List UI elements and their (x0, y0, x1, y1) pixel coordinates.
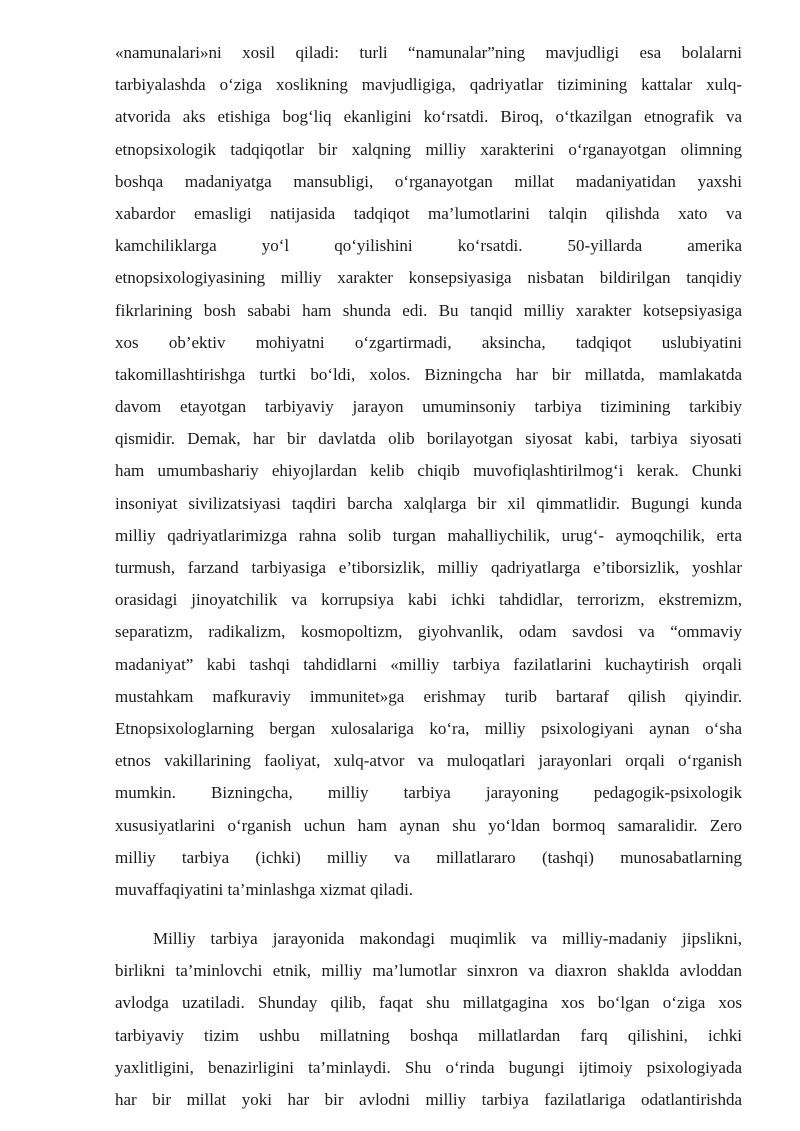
text-line: mumkin. Bizningcha, milliy tarbiya jarayoning pedagogik-psixologik (115, 783, 742, 803)
text-line: muvaffaqiyatini ta’minlashga xizmat qiladi. (115, 879, 414, 899)
text-line: birlikni ta’minlovchi etnik, milliy ma’lumotlar sinxron va diaxron shaklda avloddan (115, 961, 742, 981)
text-line: etnos vakillarining faoliyat, xulq-atvor va muloqatlari jarayonlari orqali o‘rganish (115, 751, 742, 771)
text-line: takomillashtirishga turtki bo‘ldi, xolos. Bizningcha har bir millatda, mamlakatda (115, 364, 742, 384)
text-line: qismidir. Demak, har bir davlatda olib borilayotgan siyosat kabi, tarbiya siyosati (115, 429, 742, 449)
text-line: boshqa madaniyatga mansubligi, o‘rganayotgan millat madaniyatidan yaxshi (115, 171, 742, 191)
text-line: har bir millat yoki har bir avlodni milliy tarbiya fazilatlariga odatlantirishda (115, 1089, 742, 1109)
text-line: ham umumbashariy ehiyojlardan kelib chiqib muvofiqlashtirilmog‘i kerak. Chunki (115, 461, 742, 481)
text-line: Milliy tarbiya jarayonida makondagi muqimlik va milliy-madaniy jipslikni, (153, 929, 742, 948)
text-line: turmush, farzand tarbiyasiga e’tiborsizlik, milliy qadriyatlarga e’tiborsizlik, yoshlar (115, 558, 742, 577)
text-line: milliy tarbiya (ichki) milliy va millatlararo (tashqi) munosabatlarning (115, 847, 742, 867)
text-line: kamchiliklarga yo‘l qo‘yilishini ko‘rsatdi. 50-yillarda amerika (115, 236, 742, 256)
text-line: fikrlarining bosh sababi ham shunda edi. Bu tanqid milliy xarakter kotsepsiyasiga (115, 300, 742, 320)
text-line: xususiyatlarini o‘rganish uchun ham aynan shu yo‘ldan bormoq samaralidir. Zero (115, 815, 742, 835)
text-line: xabardor emasligi natijasida tadqiqot ma’lumotlarini talqin qilishda xato va (115, 203, 742, 223)
text-line: tarbiyaviy tizim ushbu millatning boshqa millatlardan farq qilishini, ichki (115, 1025, 742, 1045)
text-line: mustahkam mafkuraviy immunitet»ga erishmay turib bartaraf qilish qiyindir. (115, 686, 742, 706)
text-line: etnopsixologiyasining milliy xarakter konsepsiyasiga nisbatan bildirilgan tanqidiy (115, 268, 742, 288)
text-line: atvorida aks etishiga bog‘liq ekanligini ko‘rsatdi. Biroq, o‘tkazilgan etnografik va (115, 107, 742, 127)
text-line: yaxlitligini, benazirligini ta’minlaydi. Shu o‘rinda bugungi ijtimoiy psixologiyada (115, 1057, 742, 1077)
paragraph-1 (115, 37, 742, 906)
text-line: milliy qadriyatlarimizga rahna solib turgan mahalliychilik, urug‘- aymoqchilik, erta (115, 525, 742, 545)
text-line: avlodga uzatiladi. Shunday qilib, faqat shu millatgagina xos bo‘lgan o‘ziga xos (115, 993, 742, 1013)
text-line: etnopsixologik tadqiqotlar bir xalqning milliy xarakterini o‘rganayotgan olimning (115, 139, 742, 159)
text-line: tarbiyalashda o‘ziga xoslikning mavjudligiga, qadriyatlar tizimining kattalar xulq- (115, 75, 742, 95)
text-line: xos ob’ektiv mohiyatni o‘zgartirmadi, aksincha, tadqiqot uslubiyatini (115, 332, 742, 352)
text-line: separatizm, radikalizm, kosmopoltizm, giyohvanlik, odam savdosi va “ommaviy (115, 622, 742, 642)
text-line: insoniyat sivilizatsiyasi taqdiri barcha xalqlarga bir xil qimmatlidir. Bugungi kunda (115, 493, 742, 513)
text-line: «namunalari»ni xosil qiladi: turli “namunalar”ning mavjudligi esa bolalarni (115, 43, 742, 62)
text-line: madaniyat” kabi tashqi tahdidlarni «milliy tarbiya fazilatlarini kuchaytirish orqali (115, 654, 742, 674)
text-line: orasidagi jinoyatchilik va korrupsiya kabi ichki tahdidlar, terrorizm, ekstremizm, (115, 590, 742, 610)
text-line: davom etayotgan tarbiyaviy jarayon umuminsoniy tarbiya tizimining tarkibiy (115, 397, 742, 417)
text-line: Etnopsixologlarning bergan xulosalariga ko‘ra, milliy psixologiyani aynan o‘sha (115, 718, 742, 738)
paragraph-2 (115, 923, 742, 1116)
